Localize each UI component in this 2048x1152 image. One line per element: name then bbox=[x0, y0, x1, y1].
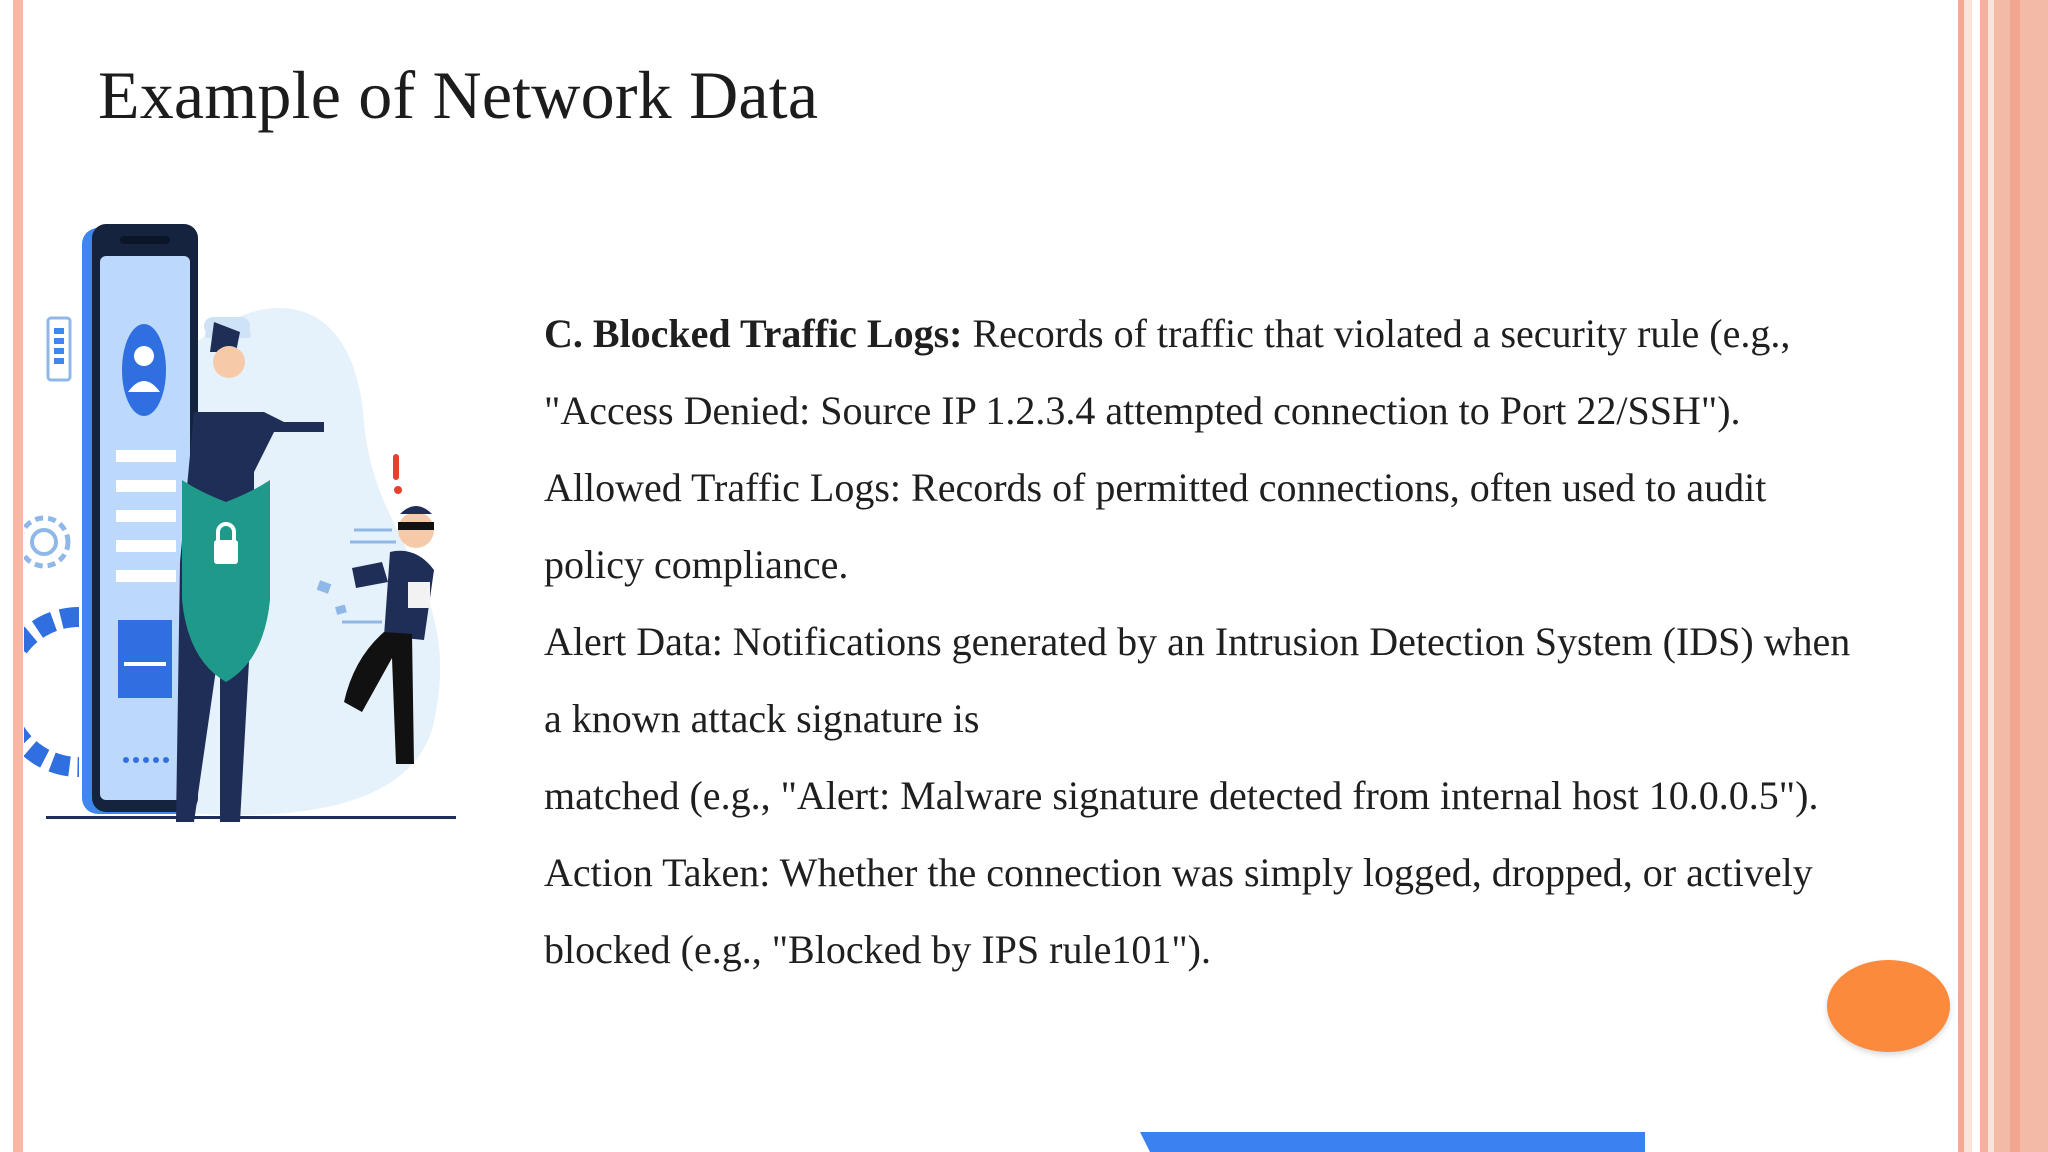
body-line-7: matched (e.g., "Alert: Malware signature detected from internal host 10.0.0.5"). bbox=[544, 773, 1819, 818]
section-heading: C. Blocked Traffic Logs: bbox=[544, 311, 963, 356]
slide-title: Example of Network Data bbox=[98, 57, 819, 133]
left-border-decoration bbox=[13, 0, 23, 1152]
body-line-2: "Access Denied: Source IP 1.2.3.4 attempted connection to Port 22/SSH"). bbox=[544, 388, 1741, 433]
body-text bbox=[544, 295, 1964, 988]
body-line-3: Allowed Traffic Logs: Records of permitted connections, often used to audit bbox=[544, 465, 1767, 510]
right-stripes-decoration bbox=[1958, 0, 2048, 1152]
gear-icon bbox=[24, 518, 79, 767]
body-line-4: policy compliance. bbox=[544, 542, 849, 587]
body-line-1: C. Blocked Traffic Logs: Records of traffic that violated a security rule (e.g., bbox=[544, 311, 1791, 356]
battery-icon bbox=[48, 318, 70, 380]
blue-bar-decoration bbox=[1140, 1132, 1645, 1152]
security-illustration bbox=[24, 222, 464, 822]
orange-circle-button[interactable] bbox=[1827, 960, 1950, 1052]
body-line-8: Action Taken: Whether the connection was simply logged, dropped, or actively bbox=[544, 850, 1813, 895]
user-profile-icon bbox=[122, 324, 166, 416]
body-line-5: Alert Data: Notifications generated by an Intrusion Detection System (IDS) when bbox=[544, 619, 1851, 664]
body-line-6: a known attack signature is bbox=[544, 696, 980, 741]
exclamation-icon bbox=[393, 454, 402, 494]
body-line-9: blocked (e.g., "Blocked by IPS rule101"). bbox=[544, 927, 1211, 972]
